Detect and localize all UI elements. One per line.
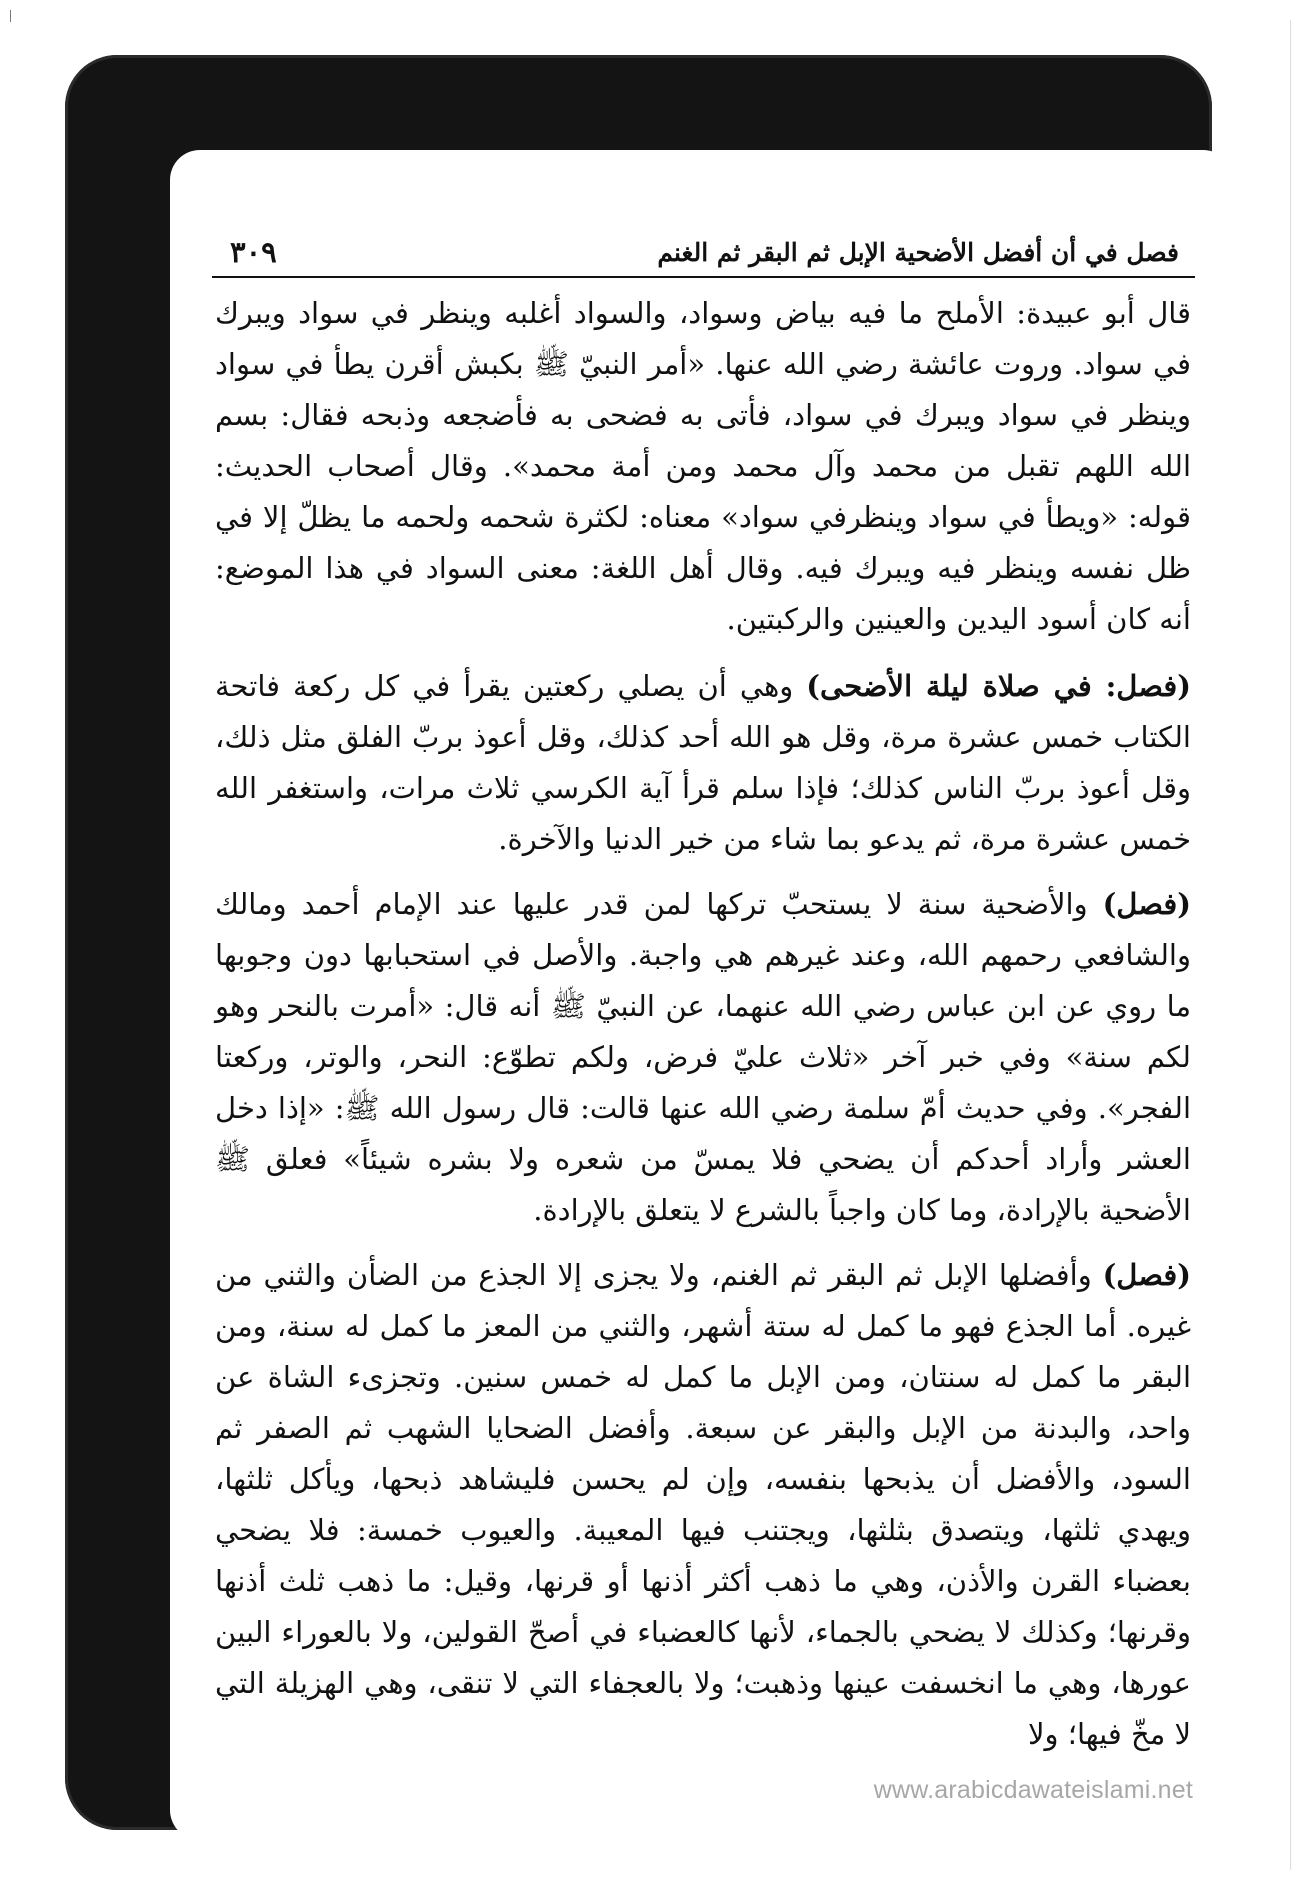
paragraph-1-text: قال أبو عبيدة: الأملح ما فيه بياض وسواد، والسواد أغلبه وينظر في سواد ويبرك في سواد. وروت عائشة رضي الله عنها. «أمر النبيّ ﷺ بكبش أقرن يطأ في سواد وينظر في سواد ويبرك في سواد، فأتى به فضحى به فأضجعه وذبحه فقال: بسم الله اللهم تقبل من محمد وآل محمد ومن أمة محمد». وقال أصحاب الحديث: قوله: «ويطأ في سواد وينظرفي سواد» معناه: لكثرة شحمه ولحمه ما يظلّ إلا في ظل نفسه وينظر فيه ويبرك فيه. وقال أهل اللغة: معنى السواد في هذا الموضع: أنه كان أسود اليدين والعينين والركبتين. xyxy=(215,296,1191,636)
paragraph-4-text: وأفضلها الإبل ثم البقر ثم الغنم، ولا يجزى إلا الجذع من الضأن والثني من غيره. أما الجذع فهو ما كمل له ستة أشهر، والثني من المعز ما كمل له سنة، ومن البقر ما كمل له سنتان، ومن الإبل ما كمل له خمس سنين. وتجزىء الشاة عن واحد، والبدنة من الإبل والبقر عن سبعة. وأفضل الضحايا الشهب ثم الصفر ثم السود، والأفضل أن يذبحها بنفسه، وإن لم يحسن فليشاهد ذبحها، ويأكل ثلثها، ويهدي ثلثها، ويتصدق بثلثها، ويجتنب فيها المعيبة. والعيوب خمسة: فلا يضحي بعضباء القرن والأذن، وهي ما ذهب أكثر أذنها أو قرنها، وقيل: ما ذهب ثلث أذنها وقرنها؛ وكذلك لا يضحي بالجماء، لأنها كالعضباء في أصحّ القولين، ولا بالعوراء البين عورها، وهي ما انخسفت عينها وذهبت؛ ولا بالعجفاء التي لا تنقى، وهي الهزيلة التي لا مخّ فيها؛ ولا xyxy=(215,1258,1191,1751)
page-header xyxy=(212,228,1195,278)
paragraph-2-text: وهي أن يصلي ركعتين يقرأ في كل ركعة فاتحة الكتاب خمس عشرة مرة، وقل هو الله أحد كذلك، وقل أعوذ بربّ الفلق مثل ذلك، وقل أعوذ بربّ الناس كذلك؛ فإذا سلم قرأ آية الكرسي ثلاث مرات، واستغفر الله خمس عشرة مرة، ثم يدعو بما شاء من خير الدنيا والآخرة. xyxy=(215,669,1191,856)
scan-mark-left xyxy=(10,10,11,22)
paragraph-3 xyxy=(215,879,1191,1236)
section-heading: (فصل: في صلاة ليلة الأضحى) xyxy=(806,669,1191,703)
paragraph-3-text: والأضحية سنة لا يستحبّ تركها لمن قدر عليها عند الإمام أحمد ومالك والشافعي رحمهم الله، وعند غيرهم هي واجبة. والأصل في استحبابها دون وجوبها ما روي عن ابن عباس رضي الله عنهما، عن النبيّ ﷺ أنه قال: «أمرت بالنحر وهو لكم سنة» وفي خبر آخر «ثلاث عليّ فرض، ولكم تطوّع: النحر، والوتر، وركعتا الفجر». وفي حديث أمّ سلمة رضي الله عنها قالت: قال رسول الله ﷺ: «إذا دخل العشر وأراد أحدكم أن يضحي فلا يمسّ من شعره ولا بشره شيئاً» فعلق ﷺ الأضحية بالإرادة، وما كان واجباً بالشرع لا يتعلق بالإرادة. xyxy=(215,887,1191,1227)
section-marker: (فصل) xyxy=(1102,887,1191,921)
page-content xyxy=(215,288,1191,1752)
section-marker: (فصل) xyxy=(1102,1258,1191,1292)
page-frame xyxy=(65,55,1212,1830)
paragraph-2 xyxy=(215,661,1191,865)
scan-mark-right xyxy=(1290,20,1291,1870)
running-title: فصل في أن أفضل الأضحية الإبل ثم البقر ثم الغنم xyxy=(657,237,1179,267)
paragraph-4 xyxy=(215,1250,1191,1760)
source-watermark: www.arabicdawateislami.net xyxy=(873,1776,1193,1804)
paragraph-1 xyxy=(215,288,1191,645)
page-number: ٣٠٩ xyxy=(230,235,277,269)
page-sheet xyxy=(170,150,1233,1840)
